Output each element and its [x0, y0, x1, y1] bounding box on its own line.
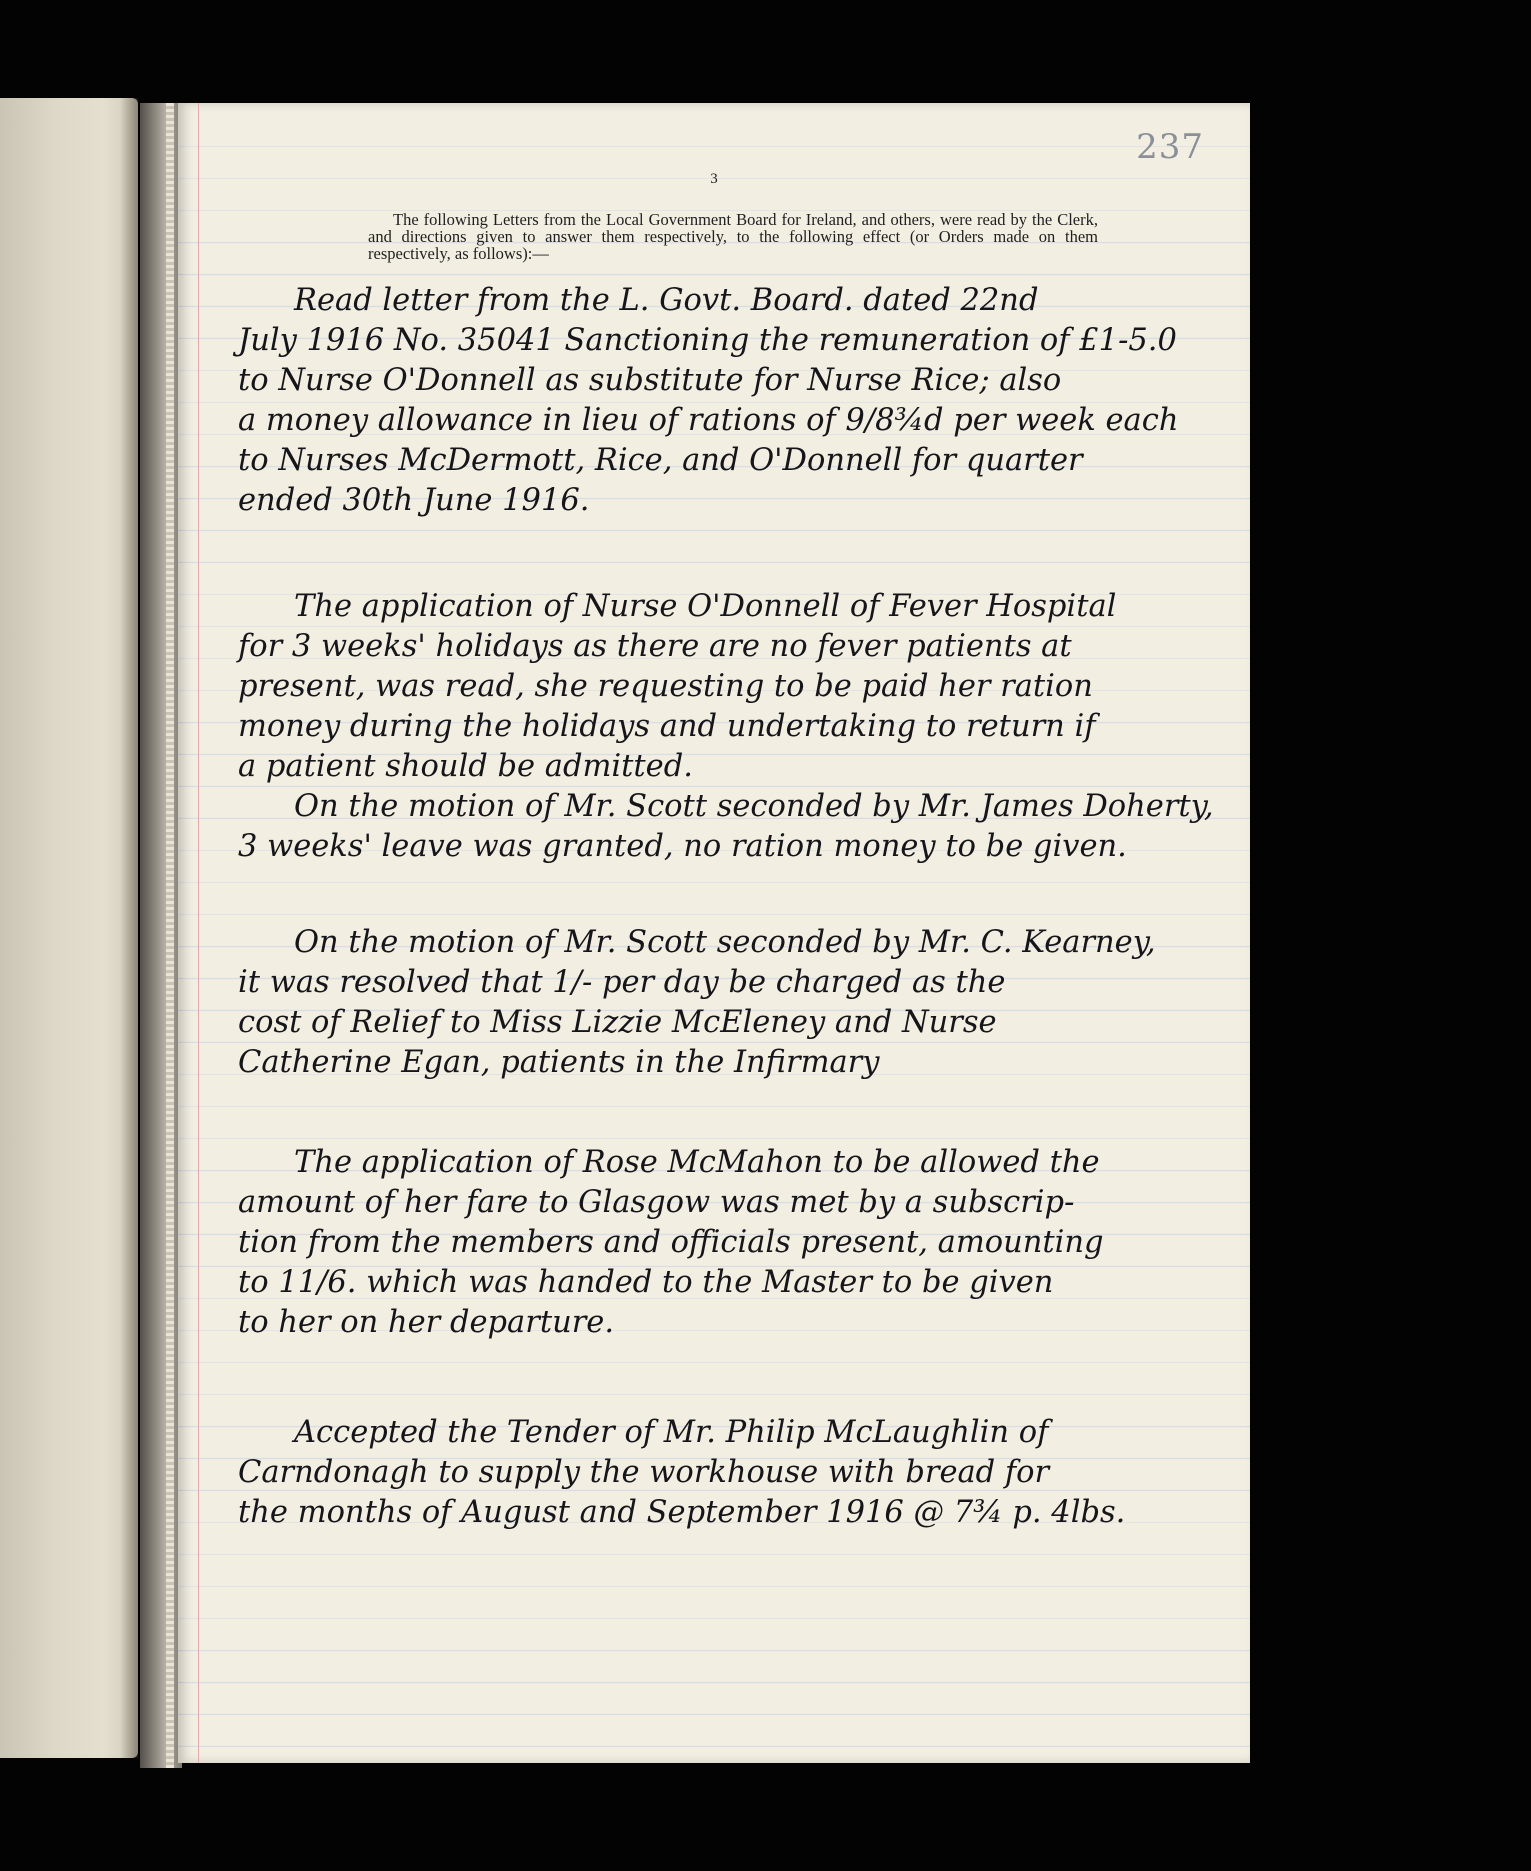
- printed-page-number: 3: [710, 171, 718, 187]
- minute-line: cost of Relief to Miss Lizzie McEleney and Nurse: [238, 1005, 997, 1040]
- minute-line: The application of Rose McMahon to be allowed the: [294, 1145, 1100, 1180]
- minute-line: money during the holidays and undertaking to return if: [238, 709, 1096, 744]
- minute-line: for 3 weeks' holidays as there are no fever patients at: [238, 629, 1072, 664]
- minute-line: Accepted the Tender of Mr. Philip McLaughlin of: [294, 1415, 1049, 1450]
- minute-line: July 1916 No. 35041 Sanctioning the remuneration of £1-5.0: [238, 323, 1177, 358]
- minute-line: Read letter from the L. Govt. Board. dated 22nd: [294, 283, 1039, 318]
- minute-line: Catherine Egan, patients in the Infirmary: [238, 1045, 880, 1080]
- minute-line: to Nurses McDermott, Rice, and O'Donnell for quarter: [238, 443, 1083, 478]
- minute-line: a money allowance in lieu of rations of 9/8¾d per week each: [238, 403, 1179, 438]
- minute-paragraph: [238, 1413, 1198, 1533]
- minute-paragraph: [238, 787, 1214, 867]
- minute-line: tion from the members and officials present, amounting: [238, 1225, 1104, 1260]
- minute-line: the months of August and September 1916 @ 7¾ p. 4lbs.: [238, 1495, 1126, 1530]
- minute-paragraph: [238, 281, 1198, 521]
- minute-line: amount of her fare to Glasgow was met by a subscrip-: [238, 1185, 1075, 1220]
- ledger-page: [178, 103, 1250, 1763]
- handwritten-minutes: [238, 281, 1214, 1533]
- minute-line: Carndonagh to supply the workhouse with bread for: [238, 1455, 1050, 1490]
- minute-line: a patient should be admitted.: [238, 749, 693, 784]
- page-number: 237: [1136, 127, 1204, 167]
- book-binding: [140, 103, 182, 1768]
- minute-line: The application of Nurse O'Donnell of Fever Hospital: [294, 589, 1117, 624]
- minute-line: present, was read, she requesting to be paid her ration: [238, 669, 1093, 704]
- margin-rule: [198, 103, 199, 1763]
- minute-paragraph: [238, 923, 1198, 1083]
- printed-heading: The following Letters from the Local Government Board for Ireland, and others, were read by the Clerk, and directions given to answer them respectively, to the following effect (or Orders made on them respectively, as follows):—: [368, 210, 1098, 263]
- minute-line: it was resolved that 1/- per day be charged as the: [238, 965, 1006, 1000]
- minute-paragraph: [238, 1143, 1198, 1343]
- minute-line: On the motion of Mr. Scott seconded by Mr. C. Kearney,: [294, 925, 1156, 960]
- minute-paragraph: [238, 587, 1198, 787]
- minute-line: 3 weeks' leave was granted, no ration money to be given.: [238, 829, 1127, 864]
- minute-line: ended 30th June 1916.: [238, 483, 590, 518]
- minute-line: to Nurse O'Donnell as substitute for Nurse Rice; also: [238, 363, 1062, 398]
- minute-line: to her on her departure.: [238, 1305, 615, 1340]
- minute-line: On the motion of Mr. Scott seconded by Mr. James Doherty,: [294, 789, 1214, 824]
- minute-line: to 11/6. which was handed to the Master to be given: [238, 1265, 1054, 1300]
- facing-page: [0, 98, 138, 1758]
